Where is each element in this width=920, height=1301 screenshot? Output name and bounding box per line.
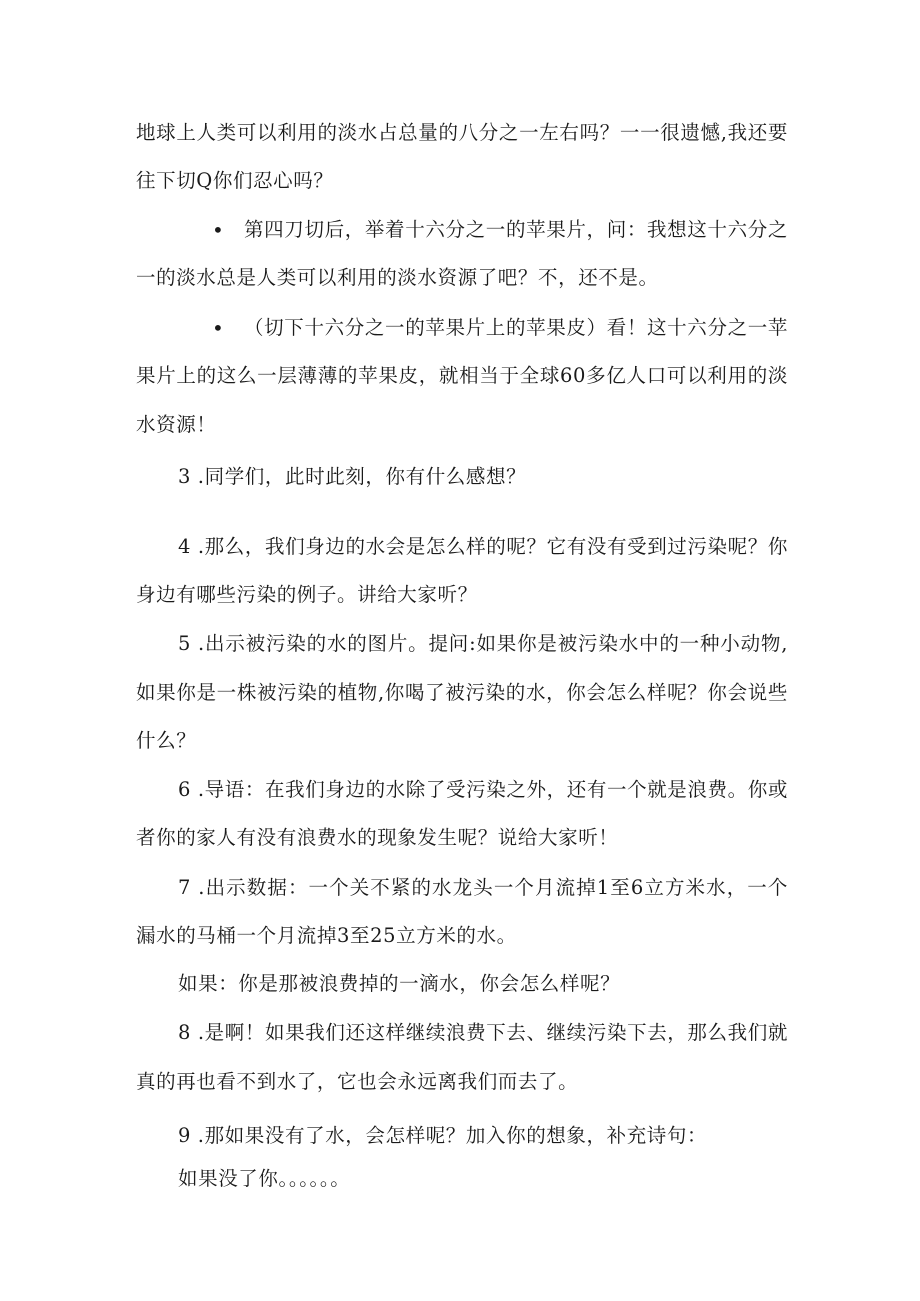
text-line: 地球上人类可以利用的淡水占总量的八分之一左右吗？一一很遗憾,我还要 [136, 121, 788, 144]
text-line: 往下切Q你们忍心吗？ [136, 169, 334, 192]
text-line: 5 .出示被污染的水的图片。提问:如果你是被污染水中的一种小动物, [178, 632, 788, 655]
text-line: 真的再也看不到水了，它也会永远离我们而去了。 [136, 1070, 579, 1093]
text-line: 什么？ [136, 729, 197, 752]
text-line: 8 .是啊！如果我们还这样继续浪费下去、继续污染下去，那么我们就 [178, 1021, 788, 1044]
bullet-marker: • [212, 316, 224, 340]
bullet-marker: • [212, 218, 224, 242]
text-line: 6 .导语：在我们身边的水除了受污染之外，还有一个就是浪费。你或 [178, 778, 788, 801]
text-line: 身边有哪些污染的例子。讲给大家听？ [136, 583, 478, 606]
text-line: 一的淡水总是人类可以利用的淡水资源了吧？不，还不是。 [136, 266, 659, 289]
text-line: 果片上的这么一层薄薄的苹果皮，就相当于全球60多亿人口可以利用的淡 [136, 364, 788, 387]
text-line: 9 .那如果没有了水，会怎样呢？加入你的想象，补充诗句： [178, 1124, 708, 1147]
text-line: 者你的家人有没有浪费水的现象发生呢？说给大家听！ [136, 826, 619, 849]
text-line: 第四刀切后，举着十六分之一的苹果片，问：我想这十六分之 [244, 218, 788, 241]
text-line: 漏水的马桶一个月流掉3至25立方米的水。 [136, 924, 517, 947]
text-line: 如果没了你。。。。。。 [178, 1167, 351, 1190]
text-line: 如果你是一株被污染的植物,你喝了被污染的水，你会怎么样呢？你会说些 [136, 681, 788, 704]
text-line: 如果：你是那被浪费掉的一滴水，你会怎么样呢？ [178, 972, 621, 995]
text-line: 水资源！ [136, 413, 217, 436]
text-line: 3 .同学们，此时此刻，你有什么感想？ [178, 465, 527, 488]
text-line: 4 .那么，我们身边的水会是怎么样的呢？它有没有受到过污染呢？你 [178, 535, 788, 558]
text-line: 7 .出示数据：一个关不紧的水龙头一个月流掉1至6立方米水，一个 [178, 876, 788, 899]
text-line: （切下十六分之一的苹果片上的苹果皮）看！这十六分之一苹 [244, 316, 788, 339]
